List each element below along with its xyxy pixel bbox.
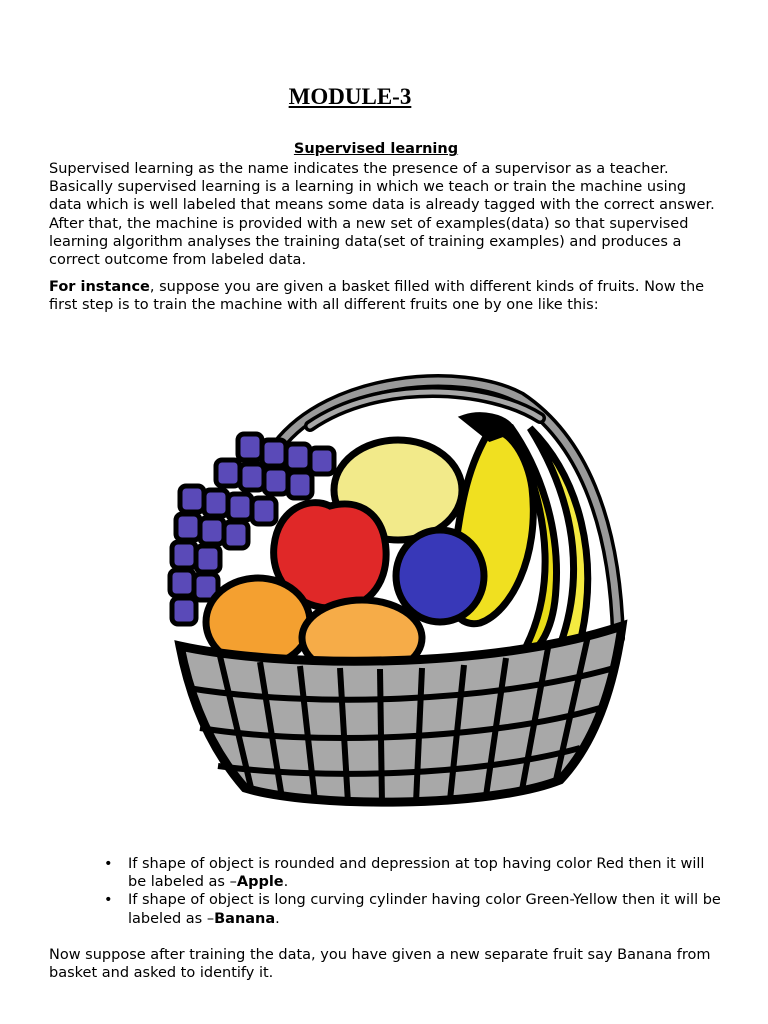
bullet-item-apple: • If shape of object is rounded and depression at top having color Red then it will be labeled as –Apple.	[104, 856, 705, 891]
module-title: MODULE-3	[288, 84, 412, 109]
closing-paragraph: Now suppose after training the data, you have given a new separate fruit say Banana from basket and asked to identify it.	[49, 947, 711, 982]
plum	[396, 530, 484, 622]
bullet-list	[104, 855, 724, 928]
bullet-item-banana: • If shape of object is long curving cylinder having color Green-Yellow then it will be labeled as –Banana.	[104, 892, 721, 927]
instance-paragraph	[49, 278, 719, 314]
intro-paragraph: Supervised learning as the name indicates the presence of a supervisor as a teacher. Basically supervised learning is a learning in which we teach or train the machine using data which is well labeled that means some data is already tagged with the correct answer. After that, the machine is provided with a new set of examples(data) so that supervised learning algorithm analyses the training data(set of training examples) and produces a correct outcome from labeled data.	[49, 161, 715, 269]
instance-text: , suppose you are given a basket filled with different kinds of fruits. Now the first step is to train the machine with all different fruits one by one like this:	[49, 279, 705, 314]
section-title: Supervised learning	[293, 141, 459, 157]
instance-lead: For instance	[49, 279, 150, 295]
fruit-basket-icon	[160, 368, 630, 816]
